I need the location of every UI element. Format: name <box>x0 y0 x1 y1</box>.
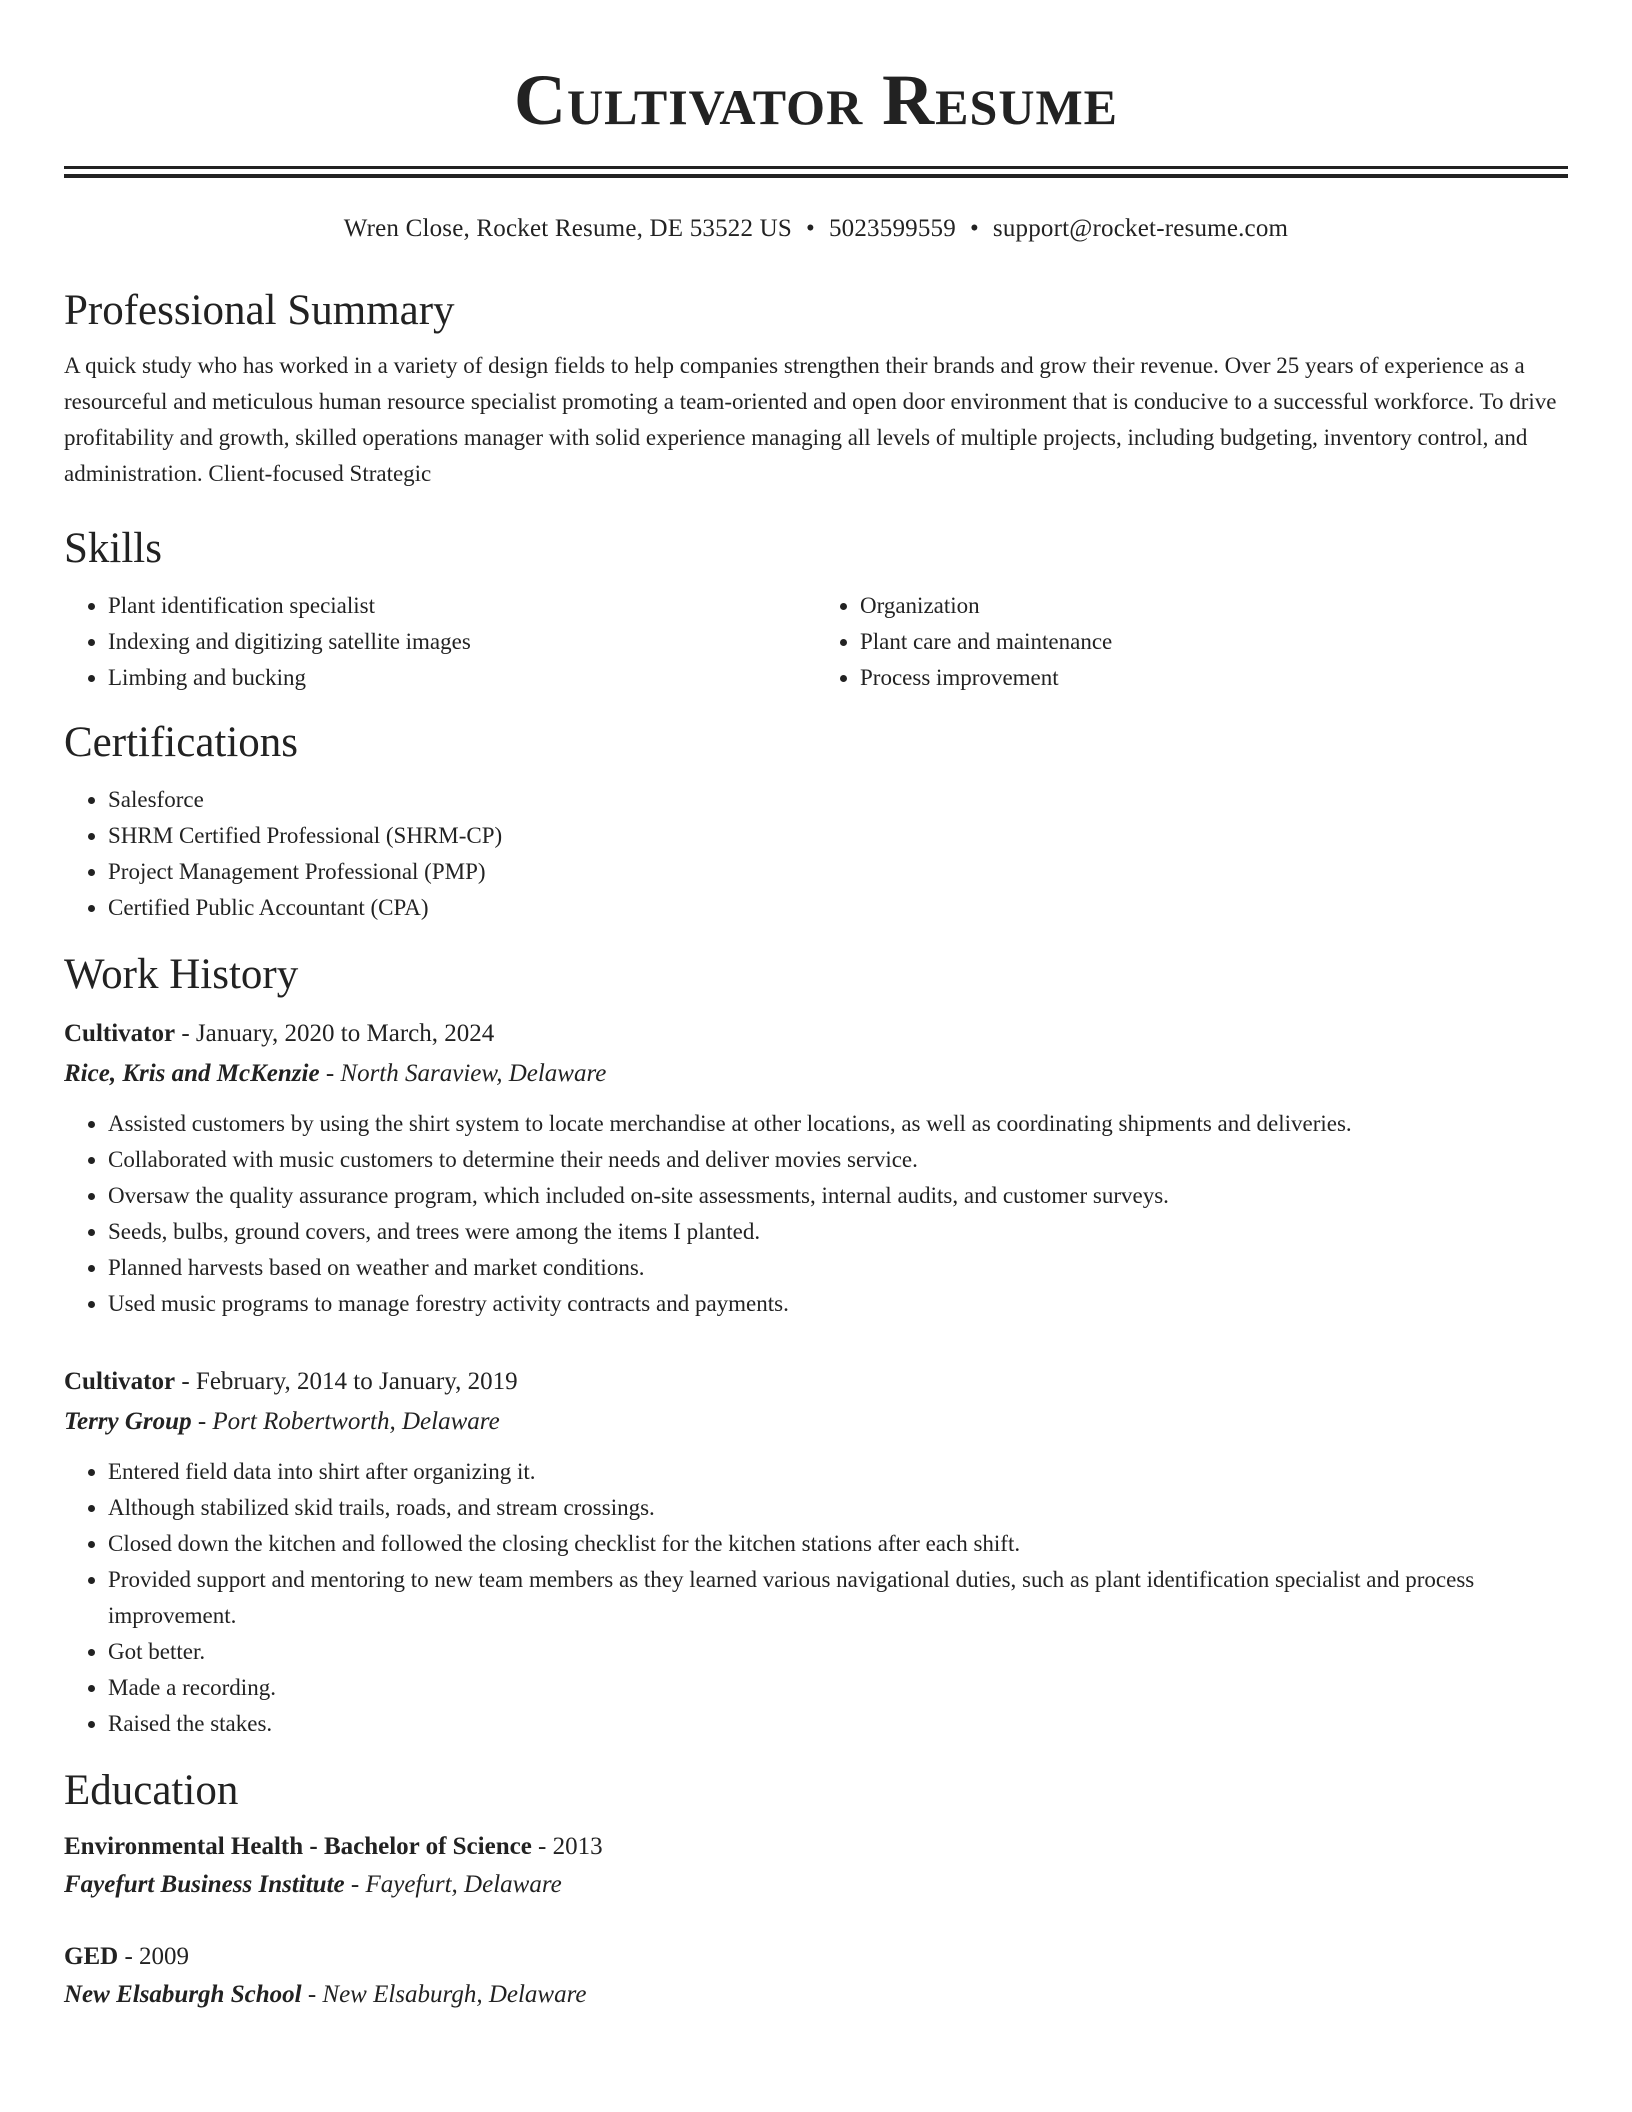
education-degree-line <box>64 1938 1568 1976</box>
job-employer <box>64 1054 1568 1094</box>
job-bullets <box>64 1454 1568 1742</box>
title-divider <box>64 166 1568 178</box>
contact-separator: • <box>969 215 979 242</box>
certification-item: • SHRM Certified Professional (SHRM-CP) <box>108 818 1568 854</box>
job-entry <box>64 1014 1568 1322</box>
job-bullet: • Planned harvests based on weather and market conditions. <box>108 1250 1568 1286</box>
skill-item: • Plant identification specialist <box>108 588 816 624</box>
work-history-heading: Work History <box>64 951 299 998</box>
summary-text: A quick study who has worked in a variety of design fields to help companies strengthen their brands and grow their revenue. Over 25 years of experience as a resourceful and meticulous human resource specialist promoting a team-oriented and open door environment that is conducive to a successful workforce. To drive profitability and growth, skilled operations manager with solid experience managing all levels of multiple projects, including budgeting, inventory control, and administration. Client-focused Strategic <box>64 353 1557 486</box>
skill-item: • Plant care and maintenance <box>860 624 1568 660</box>
contact-phone: 5023599559 <box>828 215 956 242</box>
work-history-section <box>64 948 1568 1742</box>
education-section <box>64 1764 1568 2014</box>
education-location: - New Elsaburgh, Delaware <box>301 1981 587 2008</box>
education-heading: Education <box>64 1767 239 1814</box>
job-bullet: • Got better. <box>108 1634 1568 1670</box>
contact-separator: • <box>806 215 815 242</box>
education-school: Fayefurt Business Institute <box>64 1871 345 1898</box>
job-bullet: • Entered field data into shirt after organizing it. <box>108 1454 1568 1490</box>
skills-left-list <box>64 588 816 696</box>
job-bullet: • Oversaw the quality assurance program, which included on-site assessments, internal audits, and customer surveys. <box>108 1178 1568 1214</box>
summary-heading: Professional Summary <box>64 287 455 334</box>
skill-item: • Process improvement <box>860 660 1568 696</box>
job-bullets <box>64 1106 1568 1322</box>
job-header <box>64 1014 1568 1054</box>
job-bullet: • Although stabilized skid trails, roads, and stream crossings. <box>108 1490 1568 1526</box>
skill-item: • Indexing and digitizing satellite images <box>108 624 816 660</box>
contact-line <box>64 214 1568 244</box>
job-bullet: • Provided support and mentoring to new team members as they learned various navigational duties, such as plant identification specialist and process improvement. <box>108 1562 1568 1634</box>
skills-heading: Skills <box>64 525 162 572</box>
job-company: Terry Group <box>64 1408 192 1435</box>
education-school-line <box>64 1976 1568 2014</box>
job-bullet: • Collaborated with music customers to determine their needs and deliver movies service. <box>108 1142 1568 1178</box>
job-bullet: • Closed down the kitchen and followed the closing checklist for the kitchen stations after each shift. <box>108 1526 1568 1562</box>
education-school: New Elsaburgh School <box>64 1981 302 2008</box>
education-degree-line <box>64 1828 1568 1866</box>
job-bullet: • Made a recording. <box>108 1670 1568 1706</box>
job-location: - North Saraview, Delaware <box>319 1060 607 1087</box>
job-bullet: • Used music programs to manage forestry activity contracts and payments. <box>108 1286 1568 1322</box>
contact-email: support@rocket-resume.com <box>992 215 1289 242</box>
education-degree: GED <box>64 1943 119 1970</box>
education-entry <box>64 1828 1568 1904</box>
job-bullet: • Seeds, bulbs, ground covers, and trees were among the items I planted. <box>108 1214 1568 1250</box>
skills-columns <box>64 588 1568 696</box>
education-year: - 2009 <box>118 1943 190 1970</box>
skill-item: • Organization <box>860 588 1568 624</box>
education-entry <box>64 1938 1568 2014</box>
job-bullet: • Raised the stakes. <box>108 1706 1568 1742</box>
contact-address: Wren Close, Rocket Resume, DE 53522 US <box>343 215 792 242</box>
education-location: - Fayefurt, Delaware <box>344 1871 562 1898</box>
skills-section <box>64 522 1568 696</box>
certifications-list <box>64 782 1568 926</box>
job-dates: - February, 2014 to January, 2019 <box>175 1368 518 1395</box>
education-degree: Environmental Health - Bachelor of Science <box>64 1833 532 1860</box>
job-header <box>64 1362 1568 1402</box>
certifications-section <box>64 716 1568 926</box>
education-school-line <box>64 1866 1568 1904</box>
certifications-heading: Certifications <box>64 719 299 766</box>
certification-item: • Certified Public Accountant (CPA) <box>108 890 1568 926</box>
skills-right-list <box>816 588 1568 696</box>
job-employer <box>64 1402 1568 1442</box>
education-year: - 2013 <box>531 1833 603 1860</box>
page-title: Cultivator Resume <box>514 60 1118 140</box>
certification-item: • Salesforce <box>108 782 1568 818</box>
job-title: Cultivator <box>64 1368 176 1395</box>
job-dates: - January, 2020 to March, 2024 <box>175 1020 495 1047</box>
summary-section <box>64 284 1568 492</box>
job-entry <box>64 1362 1568 1742</box>
job-location: - Port Robertworth, Delaware <box>191 1408 500 1435</box>
skill-item: • Limbing and bucking <box>108 660 816 696</box>
job-company: Rice, Kris and McKenzie <box>64 1060 320 1087</box>
certification-item: • Project Management Professional (PMP) <box>108 854 1568 890</box>
job-title: Cultivator <box>64 1020 176 1047</box>
job-bullet: • Assisted customers by using the shirt system to locate merchandise at other locations, as well as coordinating shipments and deliveries. <box>108 1106 1568 1142</box>
